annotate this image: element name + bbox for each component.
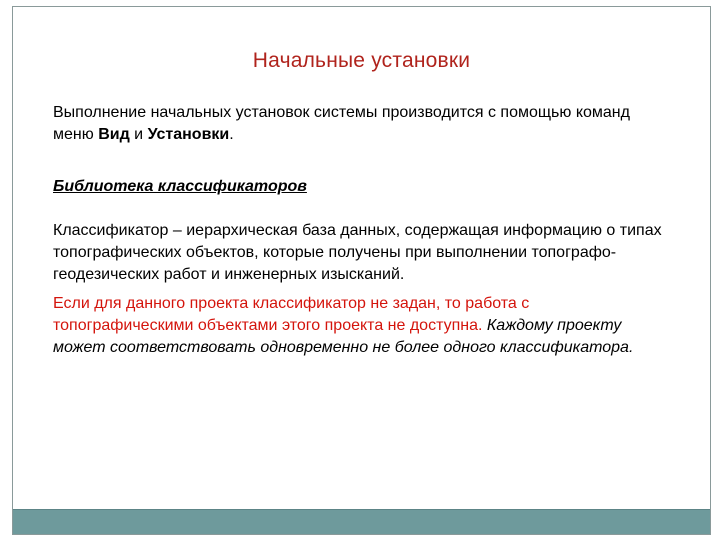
warning-text: Если для данного проекта классификатор не задан, то работа с топографическими объектами этого проекта не доступна. <box>53 295 530 334</box>
intro-text: Выполнение начальных установок системы производится с помощью команд меню <box>53 104 630 143</box>
menu-view-label: Вид <box>98 126 130 143</box>
intro-and: и <box>129 126 148 143</box>
footer-bar <box>13 509 710 534</box>
note-text: Каждому проекту может соответствовать одновременно не более одного классификатора. <box>53 317 634 356</box>
slide-frame <box>12 6 711 535</box>
intro-period: . <box>229 126 234 143</box>
slide-content <box>53 102 673 359</box>
library-heading: Библиотека классификаторов <box>53 178 307 195</box>
classifier-definition: Классификатор – иерархическая база данных, содержащая информацию о типах топографических объектов, которые получены при выполнении топографо-геодезических работ и инженерных изысканий. <box>53 222 662 283</box>
warning-paragraph <box>53 293 673 359</box>
intro-paragraph <box>53 102 673 146</box>
menu-settings-label: Установки <box>147 126 230 143</box>
slide-title: Начальные установки <box>252 49 471 72</box>
